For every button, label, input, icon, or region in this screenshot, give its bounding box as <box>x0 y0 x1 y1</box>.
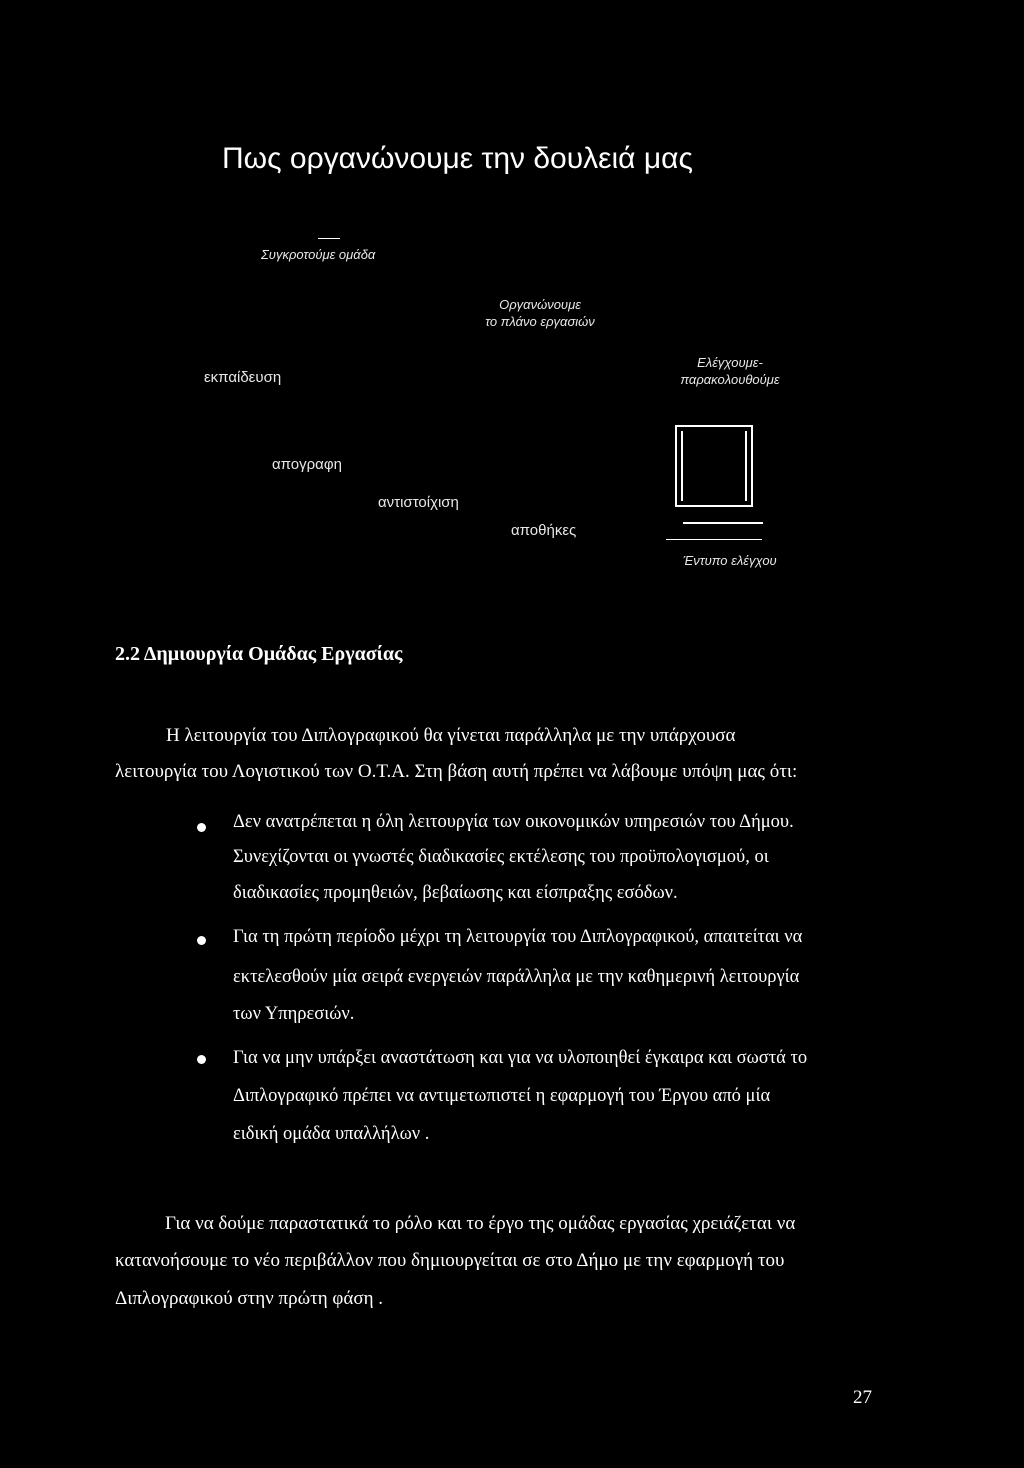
intro-line-2: λειτουργία του Λογιστικού των Ο.Τ.Α. Στη βάση αυτή πρέπει να λάβουμε υπόψη μας ότι: <box>115 761 798 782</box>
diagram-node-form: Έντυπο ελέγχου <box>683 553 777 568</box>
closing-line-2: κατανοήσουμε το νέο περιβάλλον που δημιουργείται σε στο Δήμο με την εφαρμογή του <box>115 1250 785 1271</box>
diagram-node-organize-line2: το πλάνο εργασιών <box>485 314 595 329</box>
bullet-1-line-3: διαδικασίες προμηθειών, βεβαίωσης και είσπραξης εσόδων. <box>233 883 678 903</box>
bullet-1-line-1: Δεν ανατρέπεται η όλη λειτουργία των οικονομικών υπηρεσιών του Δήμου. <box>233 812 794 832</box>
intro-line-1: Η λειτουργία του Διπλογραφικού θα γίνεται παράλληλα με την υπάρχουσα <box>166 725 736 746</box>
diagram-node-organize-line1: Οργανώνουμε <box>499 297 581 312</box>
closing-line-3: Διπλογραφικού στην πρώτη φάση . <box>115 1288 384 1309</box>
bullet-1-line-2: Συνεχίζονται οι γνωστές διαδικασίες εκτέλεσης του προϋπολογισμού, οι <box>233 847 769 867</box>
bullet-2-line-3: των Υπηρεσιών. <box>233 1004 355 1024</box>
page-heading: Πως οργανώνουμε την δουλειά μας <box>222 142 693 175</box>
page-number: 27 <box>853 1387 872 1408</box>
diagram-node-control-line1: Ελέγχουμε- <box>697 355 763 370</box>
bullet-3-line-2: Διπλογραφικό πρέπει να αντιμετωπιστεί η εφαρμογή του Έργου από μία <box>233 1086 771 1106</box>
diagram-node-inventory: απογραφη <box>272 456 342 473</box>
bullet-marker <box>197 936 206 945</box>
diagram-node-control-line2: παρακολουθούμε <box>680 372 780 387</box>
form-document-icon <box>675 425 753 507</box>
diagram-node-warehouses: αποθήκες <box>511 522 577 539</box>
bullet-2-line-2: εκτελεσθούν μία σειρά ενεργειών παράλληλα με την καθημερινή λειτουργία <box>233 967 800 987</box>
closing-line-1: Για να δούμε παραστατικά το ρόλο και το έργο της ομάδας εργασίας χρειάζεται να <box>165 1213 796 1234</box>
bullet-2-line-1: Για τη πρώτη περίοδο μέχρι τη λειτουργία του Διπλογραφικού, απαιτείται να <box>233 927 803 947</box>
bullet-marker <box>197 1055 206 1064</box>
diagram-node-control <box>660 354 800 388</box>
diagram-node-organize <box>470 296 610 330</box>
section-title: 2.2 Δημιουργία Ομάδας Εργασίας <box>115 643 403 665</box>
diagram-connector-line <box>318 238 340 239</box>
form-underline <box>683 522 763 524</box>
bullet-marker <box>197 823 206 832</box>
bullet-3-line-1: Για να μην υπάρξει αναστάτωση και για να υλοποιηθεί έγκαιρα και σωστά το <box>233 1048 808 1068</box>
diagram-node-team: Συγκροτούμε ομάδα <box>261 247 376 262</box>
bullet-3-line-3: ειδική ομάδα υπαλλήλων . <box>233 1124 430 1144</box>
diagram-node-matching: αντιστοίχιση <box>378 494 459 511</box>
form-underline <box>666 539 762 540</box>
diagram-node-training: εκπαίδευση <box>204 369 282 386</box>
